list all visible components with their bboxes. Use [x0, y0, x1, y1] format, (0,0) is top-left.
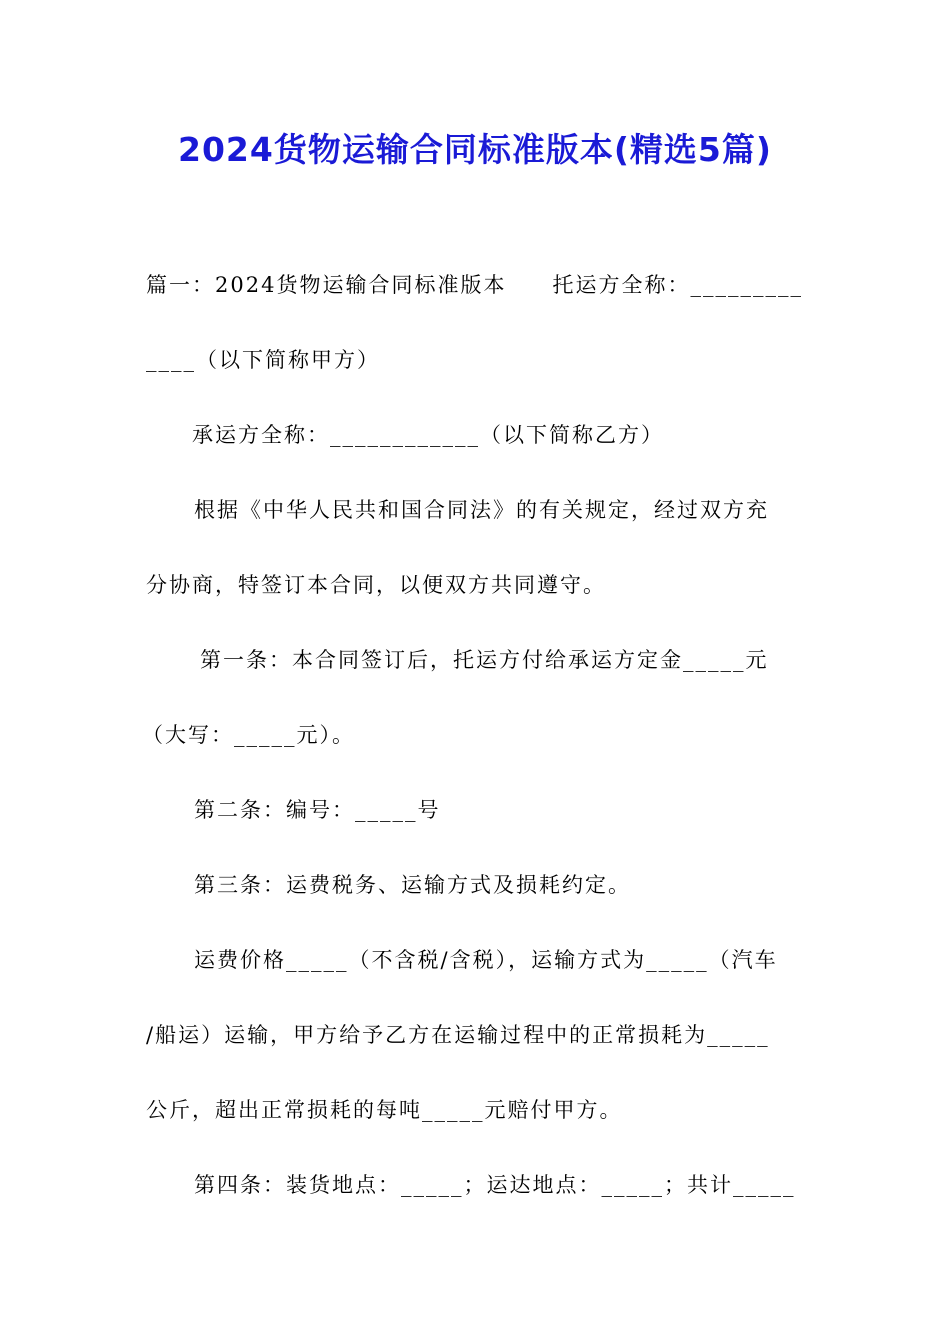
paragraph-line-10: 运费价格_____（不含税/含税），运输方式为_____（汽车 — [194, 948, 778, 972]
paragraph-line-9: 第三条：运费税务、运输方式及损耗约定。 — [194, 873, 631, 897]
paragraph-line-2: ____（以下简称甲方） — [146, 348, 380, 372]
paragraph-line-13: 第四条：装货地点：_____；运达地点：_____；共计_____ — [194, 1173, 796, 1197]
paragraph-line-1: 篇一：2024货物运输合同标准版本 托运方全称：_________ — [146, 273, 803, 297]
document-title: 2024货物运输合同标准版本(精选5篇) — [178, 130, 772, 169]
paragraph-line-4: 根据《中华人民共和国合同法》的有关规定，经过双方充 — [194, 498, 769, 522]
paragraph-line-11: /船运）运输，甲方给予乙方在运输过程中的正常损耗为_____ — [146, 1023, 770, 1047]
paragraph-line-5: 分协商，特签订本合同，以便双方共同遵守。 — [146, 573, 606, 597]
paragraph-line-3: 承运方全称：____________（以下简称乙方） — [192, 423, 664, 447]
paragraph-line-12: 公斤，超出正常损耗的每吨_____元赔付甲方。 — [146, 1098, 623, 1122]
paragraph-line-6: 第一条：本合同签订后，托运方付给承运方定金_____元 — [200, 648, 769, 672]
paragraph-line-7: （大写：_____元）。 — [142, 723, 355, 747]
paragraph-line-8: 第二条：编号：_____号 — [194, 798, 441, 822]
